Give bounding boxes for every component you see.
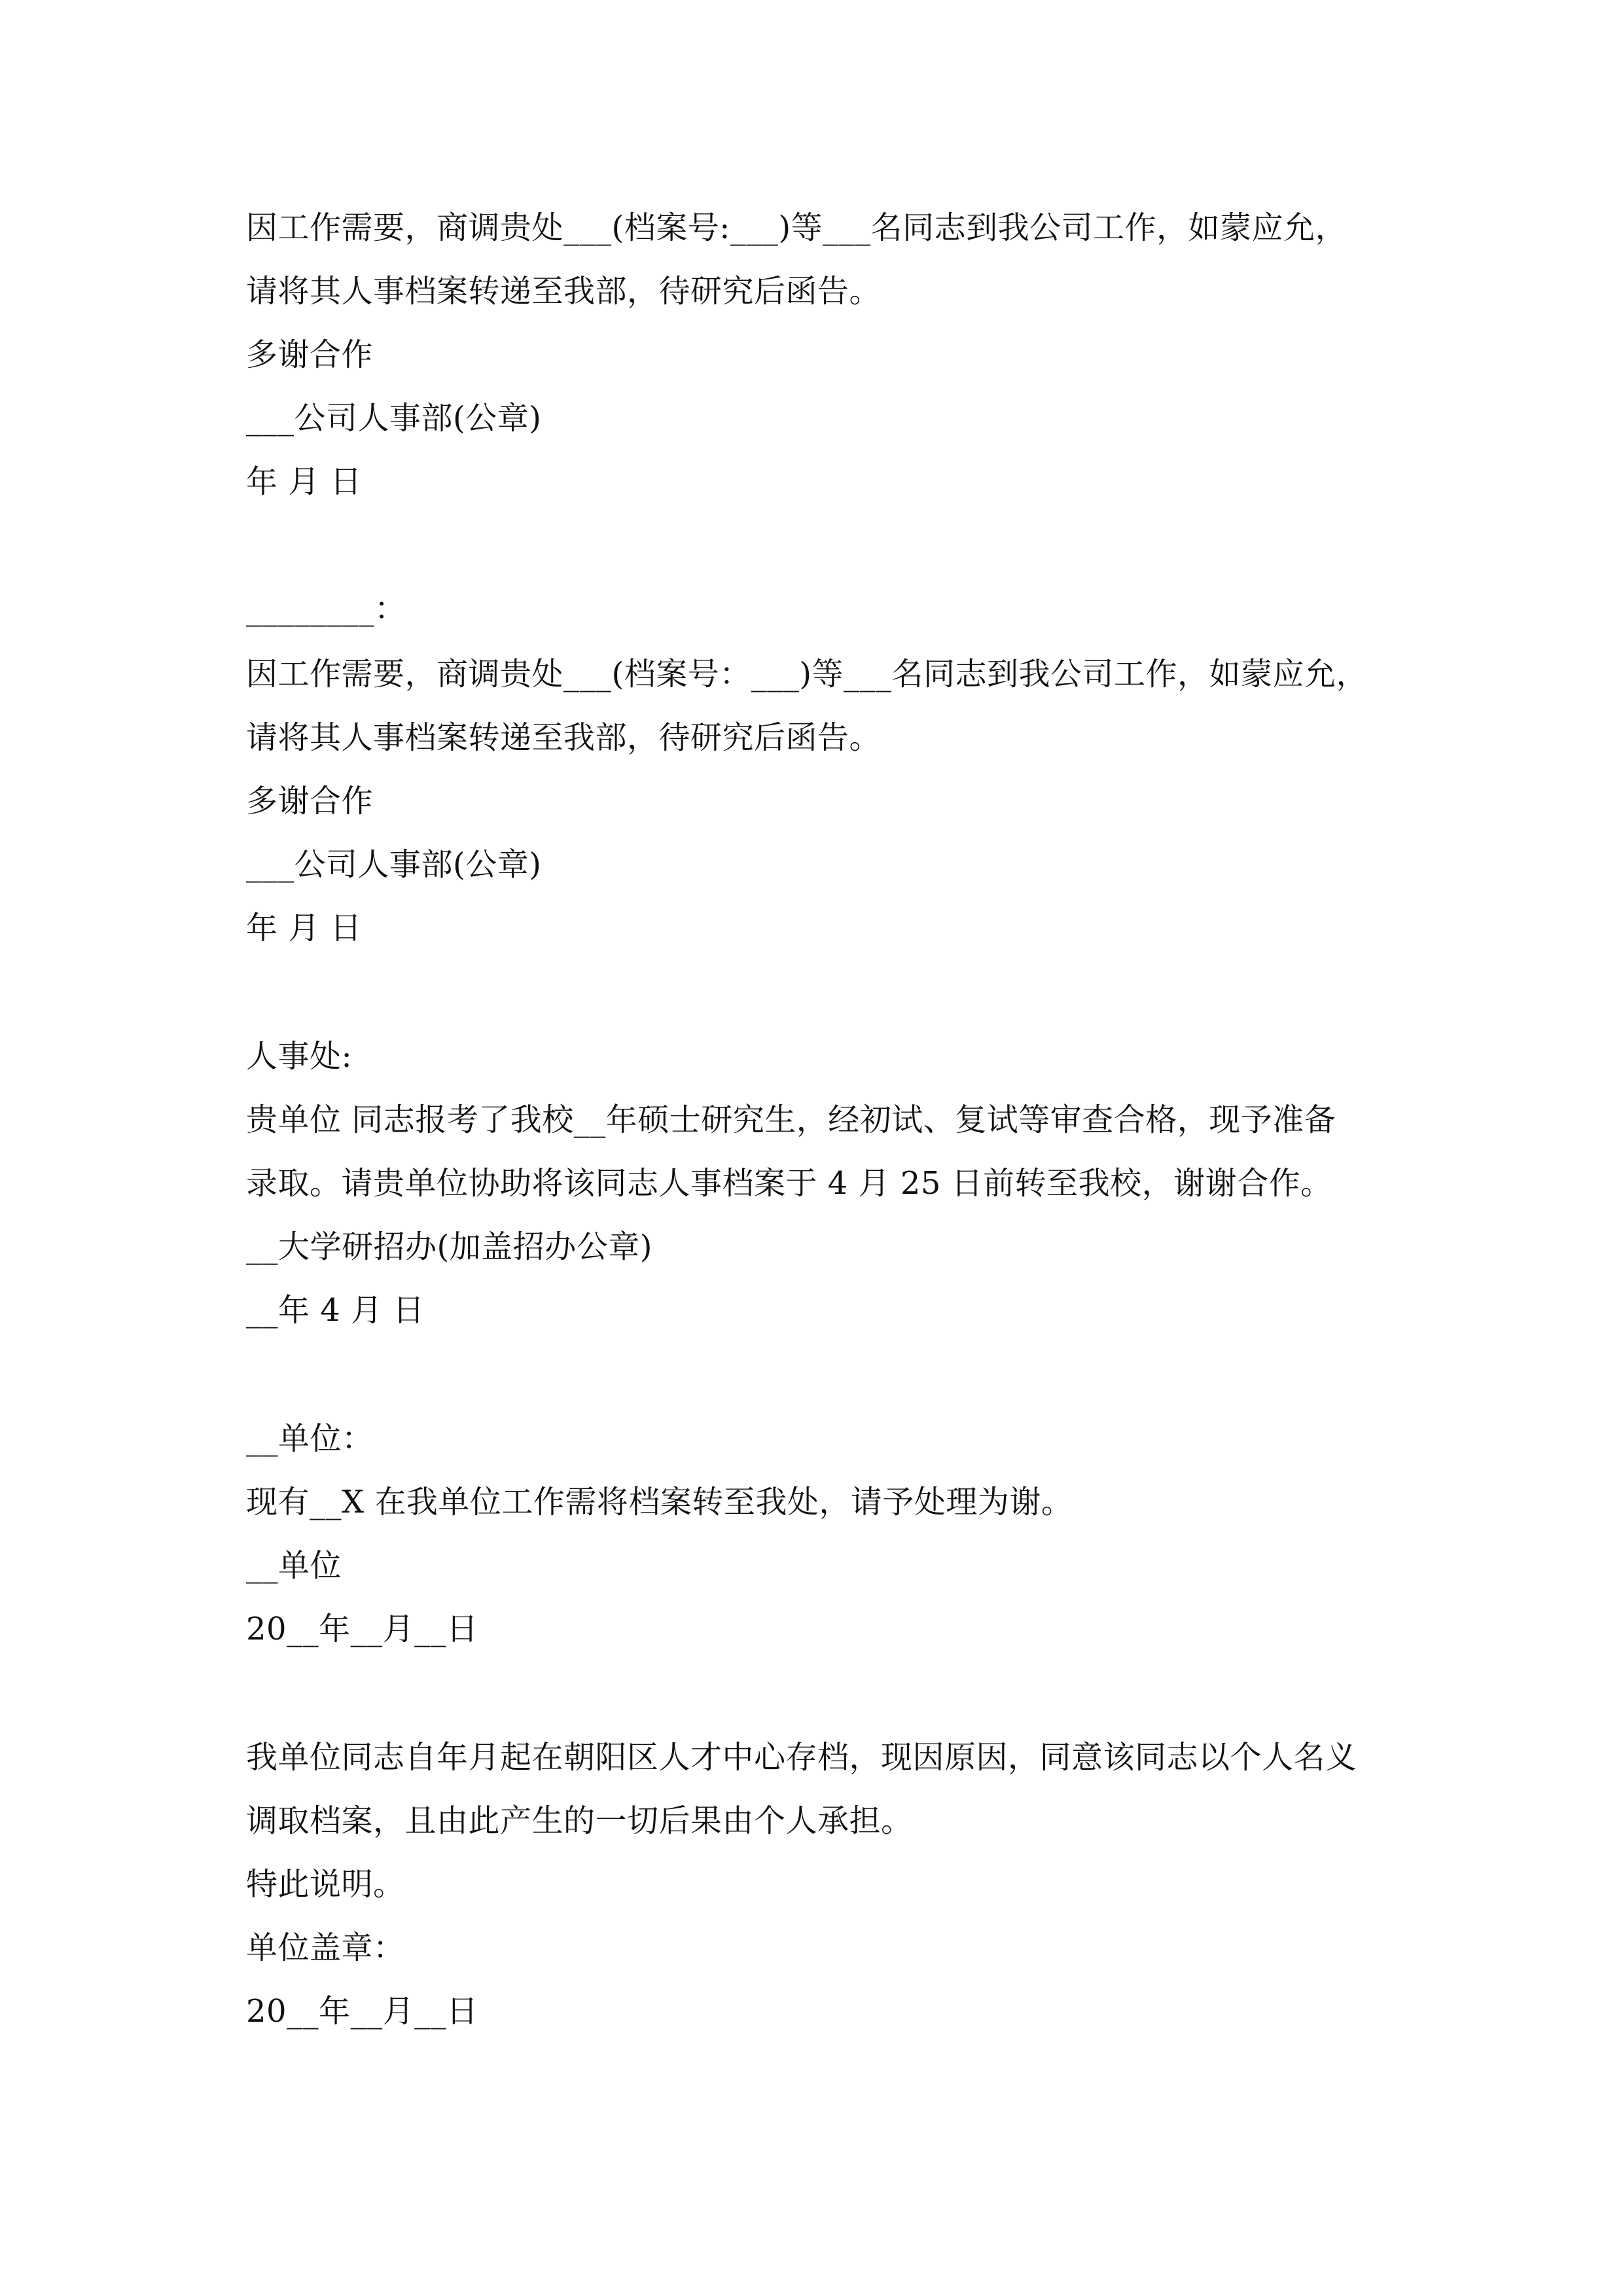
letter4-signature: __单位 xyxy=(246,1547,342,1584)
letter2-signature: ___公司人事部(公章) xyxy=(246,846,542,883)
letter5-body-line2: 调取档案，且由此产生的一切后果由个人承担。 xyxy=(246,1803,913,1839)
letter5-date: 20__年__月__日 xyxy=(246,1993,478,2030)
letter2-body-line1: 因工作需要，商调贵处___(档案号：___)等___名同志到我公司工作，如蒙应允， xyxy=(246,656,1368,692)
letter2-thanks: 多谢合作 xyxy=(246,783,374,819)
letter5-body-line1: 我单位同志自年月起在朝阳区人才中心存档，现因原因，同意该同志以个人名义 xyxy=(246,1739,1357,1776)
letter1-body-line2: 请将其人事档案转递至我部，待研究后函告。 xyxy=(246,273,882,310)
letter3-body-line2: 录取。请贵单位协助将该同志人事档案于 4 月 25 日前转至我校，谢谢合作。 xyxy=(246,1165,1332,1202)
letter2-date: 年 月 日 xyxy=(246,910,363,946)
letter1-thanks: 多谢合作 xyxy=(246,336,374,373)
letter1-date: 年 月 日 xyxy=(246,463,363,500)
letter3-signature: __大学研招办(加盖招办公章) xyxy=(246,1229,652,1265)
letter4-body-line1: 现有__X 在我单位工作需将档案转至我处，请予处理为谢。 xyxy=(246,1484,1073,1520)
letter4-date: 20__年__月__日 xyxy=(246,1611,478,1647)
letter2-body-line2: 请将其人事档案转递至我部，待研究后函告。 xyxy=(246,719,882,756)
letter3-date: __年 4 月 日 xyxy=(246,1292,425,1329)
letter4-salutation: __单位： xyxy=(246,1420,374,1457)
letter5-statement: 特此说明。 xyxy=(246,1866,405,1903)
letter5-stamp-label: 单位盖章： xyxy=(246,1929,405,1966)
letter1-body-line1: 因工作需要，商调贵处___(档案号:___)等___名同志到我公司工作，如蒙应允， xyxy=(246,209,1347,246)
letter1-signature: ___公司人事部(公章) xyxy=(246,400,542,437)
letter3-salutation: 人事处: xyxy=(246,1038,353,1075)
letter3-body-line1: 贵单位 同志报考了我校__年硕士研究生，经初试、复试等审查合格，现予准备 xyxy=(246,1102,1336,1138)
letter2-salutation: ________： xyxy=(246,590,406,627)
